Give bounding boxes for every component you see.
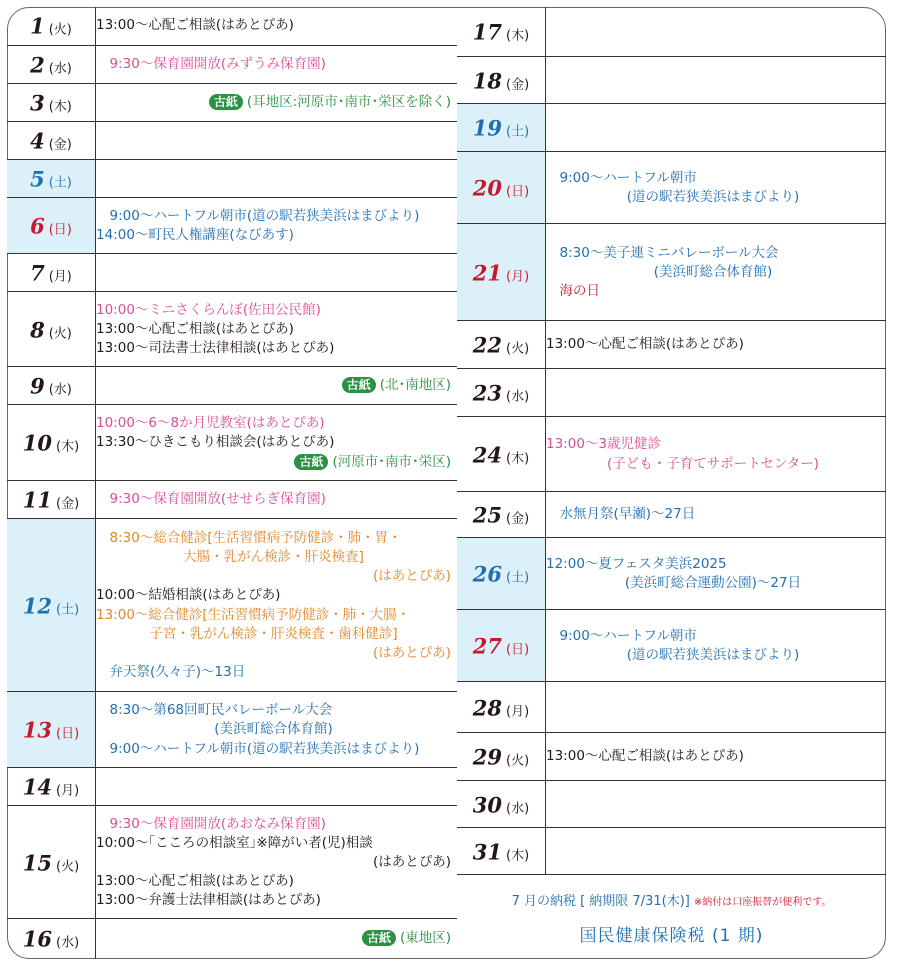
tax-notice bbox=[457, 890, 886, 946]
event-line: (道の駅若狭美浜はまびより) bbox=[626, 189, 800, 205]
event-line: 13:00～心配ご相談(はあとぴあ) bbox=[96, 873, 294, 890]
event-line: 10:00～｢こころの相談室｣※障がい者(児)相談 bbox=[96, 834, 373, 851]
day-label bbox=[457, 19, 545, 44]
day-cell bbox=[7, 160, 96, 198]
event-line: 13:00～心配ご相談(はあとぴあ) bbox=[96, 320, 294, 337]
weekday-label: (水) bbox=[56, 935, 80, 951]
day-cell bbox=[457, 57, 546, 104]
event-line: 13:00～3歳児健診 bbox=[546, 436, 661, 453]
weekday-label: (火) bbox=[48, 326, 72, 341]
day-label bbox=[7, 317, 95, 342]
event-line: 水無月祭(早瀬)～27日 bbox=[546, 506, 696, 523]
day-label bbox=[457, 792, 545, 817]
day-number: 18 bbox=[472, 68, 503, 93]
garbage-collection-note: 古紙 (北･南地区) bbox=[96, 376, 451, 395]
weekday-label: (水) bbox=[506, 389, 530, 405]
event-list bbox=[96, 301, 451, 359]
weekday-label: (金) bbox=[506, 77, 530, 92]
event-line: (はあとぴあ) bbox=[372, 568, 451, 585]
event-line: 海の日 bbox=[546, 283, 600, 300]
day-cell bbox=[457, 538, 546, 610]
day-number: 22 bbox=[472, 332, 503, 358]
day-number: 12 bbox=[22, 593, 53, 618]
weekday-label: (月) bbox=[506, 704, 530, 719]
day-number: 31 bbox=[472, 839, 503, 864]
tax-deadline: 7 月の納税 [ 納期限 7/31(木)] bbox=[511, 894, 690, 909]
event-line: 大腸・乳がん検診・肝炎検査] bbox=[183, 548, 364, 565]
event-list bbox=[546, 169, 880, 207]
day-cell bbox=[457, 492, 546, 538]
day-number: 5 bbox=[30, 166, 45, 192]
weekday-label: (土) bbox=[506, 570, 530, 586]
day-cell bbox=[457, 104, 546, 152]
event-list bbox=[546, 435, 880, 473]
day-row-23 bbox=[457, 368, 886, 417]
event-line: 13:30～ひきこもり相談会(はあとぴあ) bbox=[96, 434, 335, 451]
weekday-label: (月) bbox=[506, 269, 530, 284]
event-list bbox=[546, 335, 880, 354]
day-label bbox=[457, 839, 545, 864]
day-cell bbox=[7, 919, 96, 959]
day-row-8 bbox=[7, 291, 457, 367]
day-number: 11 bbox=[22, 487, 53, 513]
day-row-22 bbox=[457, 320, 886, 369]
event-line: (美浜町総合運動公園)～27日 bbox=[624, 575, 802, 591]
weekday-label: (火) bbox=[506, 753, 530, 769]
day-cell bbox=[457, 321, 546, 369]
day-row-28 bbox=[457, 681, 886, 733]
weekday-label: (水) bbox=[48, 382, 72, 398]
day-cell bbox=[7, 254, 96, 292]
weekday-label: (土) bbox=[48, 175, 72, 191]
day-number: 10 bbox=[22, 430, 53, 456]
day-label bbox=[7, 593, 95, 618]
event-line: 12:00～夏フェスタ美浜2025 bbox=[546, 555, 727, 572]
weekday-label: (木) bbox=[56, 439, 80, 455]
event-list bbox=[96, 815, 451, 911]
event-line: 13:00～総合健診[生活習慣病予防健診・肺・大腸・ bbox=[96, 606, 411, 623]
day-number: 27 bbox=[472, 633, 503, 659]
event-line: 13:00～司法書士法律相談(はあとぴあ) bbox=[96, 340, 335, 357]
day-number: 20 bbox=[472, 175, 503, 201]
event-line: 8:30～美子連ミニバレーボール大会 bbox=[546, 244, 779, 261]
event-list bbox=[96, 207, 451, 245]
day-label bbox=[7, 53, 95, 78]
weekday-label: (土) bbox=[506, 124, 530, 140]
event-line: 9:00～ハートフル朝市(道の駅若狭美浜はまびより) bbox=[96, 740, 420, 757]
day-number: 8 bbox=[30, 317, 45, 342]
day-number: 24 bbox=[472, 442, 503, 467]
day-label bbox=[7, 91, 95, 116]
tax-note: ※納付は口座振替が便利です。 bbox=[693, 897, 832, 908]
event-list bbox=[96, 929, 451, 948]
day-number: 28 bbox=[472, 695, 503, 720]
day-number: 25 bbox=[472, 502, 503, 528]
tax-due-line bbox=[457, 890, 886, 909]
day-label bbox=[7, 927, 95, 952]
day-row-29 bbox=[457, 732, 886, 781]
weekday-label: (日) bbox=[48, 222, 72, 238]
day-label bbox=[7, 850, 95, 875]
event-line: (はあとぴあ) bbox=[372, 853, 451, 870]
weekday-label: (木) bbox=[506, 848, 530, 863]
day-number: 3 bbox=[30, 90, 45, 116]
day-row-30 bbox=[457, 780, 886, 828]
day-label bbox=[457, 442, 545, 467]
event-line: 9:00～ハートフル朝市 bbox=[546, 169, 697, 186]
day-number: 26 bbox=[472, 561, 503, 587]
weekday-label: (水) bbox=[506, 801, 530, 816]
event-list bbox=[546, 627, 880, 665]
event-line: 10:00～ミニさくらんぼ(佐田公民館) bbox=[96, 301, 321, 318]
day-cell bbox=[7, 481, 96, 519]
event-list bbox=[96, 55, 451, 74]
day-label bbox=[7, 214, 95, 239]
day-label bbox=[7, 129, 95, 154]
weekday-label: (日) bbox=[506, 184, 530, 200]
day-label bbox=[457, 745, 545, 770]
event-line: 9:00～ハートフル朝市 bbox=[546, 627, 697, 644]
day-cell bbox=[457, 610, 546, 682]
day-label bbox=[457, 176, 545, 201]
weekday-label: (月) bbox=[48, 269, 72, 285]
event-line: (道の駅若狭美浜はまびより) bbox=[626, 647, 800, 663]
day-label bbox=[457, 381, 545, 406]
day-row-10 bbox=[7, 404, 457, 481]
paper-recycling-badge: 古紙 bbox=[362, 930, 396, 946]
event-list bbox=[96, 529, 451, 683]
day-cell bbox=[457, 828, 546, 875]
day-cell bbox=[457, 152, 546, 224]
day-label bbox=[457, 695, 545, 720]
weekday-label: (水) bbox=[48, 61, 72, 77]
event-line: 14:00～町民人権講座(なびあす) bbox=[96, 227, 294, 243]
day-row-2 bbox=[7, 45, 457, 84]
day-label bbox=[7, 374, 95, 399]
day-cell bbox=[457, 781, 546, 828]
weekday-label: (日) bbox=[56, 726, 80, 742]
day-label bbox=[457, 503, 545, 528]
event-list bbox=[546, 747, 880, 766]
event-line: 13:00～心配ご相談(はあとぴあ) bbox=[546, 336, 744, 353]
day-row-11 bbox=[7, 480, 457, 519]
paper-recycling-badge: 古紙 bbox=[209, 94, 243, 110]
event-list bbox=[96, 93, 451, 112]
event-list bbox=[96, 16, 451, 35]
event-list bbox=[546, 555, 880, 593]
weekday-label: (日) bbox=[506, 642, 530, 658]
day-number: 4 bbox=[30, 128, 45, 154]
day-cell bbox=[7, 405, 96, 481]
event-line: 13:00～弁護士法律相談(はあとぴあ) bbox=[96, 892, 321, 909]
day-row-27 bbox=[457, 609, 886, 682]
event-line: 8:30～第68回町民バレーボール大会 bbox=[96, 702, 333, 719]
day-row-14 bbox=[7, 767, 457, 806]
event-line: 9:30～保育園開放(あおなみ保育園) bbox=[96, 815, 326, 832]
day-label bbox=[7, 775, 95, 800]
weekday-label: (金) bbox=[56, 496, 80, 512]
day-cell bbox=[457, 682, 546, 733]
day-cell bbox=[457, 733, 546, 781]
day-number: 16 bbox=[22, 926, 53, 952]
event-list bbox=[96, 490, 451, 509]
day-row-13 bbox=[7, 691, 457, 768]
day-label bbox=[7, 261, 95, 286]
garbage-collection-note: 古紙 (耳地区:河原市･南市･栄区を除く) bbox=[96, 93, 451, 112]
day-row-3 bbox=[7, 83, 457, 122]
event-line: 13:00～心配ご相談(はあとぴあ) bbox=[546, 748, 744, 765]
day-number: 21 bbox=[472, 260, 503, 285]
day-row-1 bbox=[7, 7, 457, 45]
day-row-17 bbox=[457, 7, 886, 56]
day-row-9 bbox=[7, 366, 457, 405]
day-row-16 bbox=[7, 918, 457, 959]
weekday-label: (月) bbox=[56, 783, 80, 799]
weekday-label: (木) bbox=[48, 99, 72, 115]
day-label bbox=[457, 260, 545, 285]
event-line: 子宮・乳がん検診・肝炎検査・歯科健診] bbox=[149, 625, 398, 642]
day-row-4 bbox=[7, 121, 457, 160]
event-line: 13:00～心配ご相談(はあとぴあ) bbox=[96, 17, 294, 34]
day-label bbox=[7, 431, 95, 456]
day-row-18 bbox=[457, 56, 886, 104]
event-line: 10:00～6～8か月児教室(はあとぴあ) bbox=[96, 415, 325, 432]
day-cell bbox=[7, 692, 96, 768]
day-row-21 bbox=[457, 223, 886, 321]
event-line: (美浜町総合体育館) bbox=[214, 721, 333, 738]
day-cell bbox=[7, 46, 96, 84]
weekday-label: (土) bbox=[56, 602, 80, 617]
day-number: 1 bbox=[30, 13, 45, 39]
paper-recycling-badge: 古紙 bbox=[294, 454, 328, 470]
event-line: (美浜町総合体育館) bbox=[653, 263, 773, 280]
weekday-label: (木) bbox=[506, 451, 530, 466]
day-number: 7 bbox=[30, 260, 45, 286]
day-row-6 bbox=[7, 197, 457, 254]
day-row-20 bbox=[457, 151, 886, 224]
day-label bbox=[457, 116, 545, 141]
weekday-label: (木) bbox=[506, 28, 530, 43]
column-closing-rule bbox=[457, 874, 886, 875]
day-cell bbox=[457, 369, 546, 417]
event-line: 9:30～保育園開放(みずうみ保育園) bbox=[96, 56, 326, 73]
day-label bbox=[457, 68, 545, 93]
day-number: 6 bbox=[30, 213, 45, 239]
day-cell bbox=[457, 417, 546, 492]
day-cell bbox=[457, 224, 546, 321]
day-row-31 bbox=[457, 827, 886, 875]
day-label bbox=[7, 718, 95, 743]
day-row-25 bbox=[457, 491, 886, 538]
tax-type: 国民健康保険税 (1 期) bbox=[579, 926, 764, 946]
day-row-19 bbox=[457, 103, 886, 152]
weekday-label: (金) bbox=[48, 137, 72, 153]
day-number: 15 bbox=[22, 850, 53, 875]
day-number: 9 bbox=[30, 373, 45, 399]
day-cell bbox=[7, 806, 96, 919]
day-label bbox=[7, 488, 95, 513]
garbage-collection-note: 古紙 (東地区) bbox=[96, 929, 451, 948]
day-label bbox=[457, 333, 545, 358]
weekday-label: (金) bbox=[506, 511, 530, 527]
event-line: 9:30～保育園開放(せせらぎ保育園) bbox=[96, 491, 326, 508]
day-cell bbox=[457, 7, 546, 56]
day-cell bbox=[7, 768, 96, 806]
event-line: 9:00～ハートフル朝市(道の駅若狭美浜はまびより) bbox=[96, 207, 420, 224]
day-cell bbox=[7, 198, 96, 254]
event-line: (はあとぴあ) bbox=[372, 644, 451, 661]
day-row-5 bbox=[7, 159, 457, 198]
event-line: (子ども・子育てサポートセンター) bbox=[606, 455, 820, 472]
day-number: 17 bbox=[472, 19, 503, 44]
day-cell bbox=[7, 519, 96, 692]
day-cell bbox=[7, 7, 96, 45]
event-line: 10:00～結婚相談(はあとぴあ) bbox=[96, 587, 281, 604]
day-number: 2 bbox=[30, 52, 45, 78]
day-label bbox=[7, 14, 95, 39]
day-label bbox=[7, 167, 95, 192]
day-cell bbox=[7, 367, 96, 405]
day-number: 30 bbox=[472, 792, 503, 817]
event-line: 弁天祭(久々子)～13日 bbox=[96, 664, 246, 681]
day-number: 23 bbox=[472, 380, 503, 406]
day-cell bbox=[7, 84, 96, 122]
day-number: 14 bbox=[22, 774, 53, 800]
event-list bbox=[96, 376, 451, 395]
paper-recycling-badge: 古紙 bbox=[342, 377, 376, 393]
weekday-label: (火) bbox=[48, 22, 72, 38]
day-cell bbox=[7, 292, 96, 367]
weekday-label: (火) bbox=[506, 341, 530, 357]
day-row-15 bbox=[7, 805, 457, 919]
day-cell bbox=[7, 122, 96, 160]
event-list bbox=[546, 505, 880, 524]
day-label bbox=[457, 634, 545, 659]
day-row-24 bbox=[457, 416, 886, 492]
day-label bbox=[457, 562, 545, 587]
garbage-collection-note: 古紙 (河原市･南市･栄区) bbox=[96, 453, 451, 472]
event-list bbox=[96, 701, 451, 759]
weekday-label: (火) bbox=[56, 859, 80, 874]
event-line: 8:30～総合健診[生活習慣病予防健診・肺・胃・ bbox=[96, 529, 402, 546]
day-number: 19 bbox=[472, 115, 503, 141]
day-row-7 bbox=[7, 253, 457, 292]
day-number: 29 bbox=[472, 744, 503, 770]
day-row-12 bbox=[7, 518, 457, 692]
event-list bbox=[96, 414, 451, 472]
day-row-26 bbox=[457, 537, 886, 610]
day-number: 13 bbox=[22, 717, 53, 743]
event-list bbox=[546, 244, 880, 302]
